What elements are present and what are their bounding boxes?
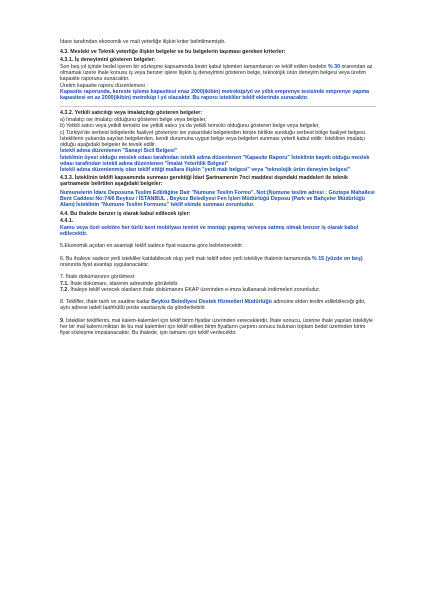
- documents-note: İsteklilerin yukarıda sayılan belgelerden, kendi durumuna uygun belge veya belgeleri sunması yeterli kabul edilir. İsteklinin imalatçı olduğu aşağıdaki belgeler ile tevsik edilir.: [60, 135, 366, 149]
- paragraph-8-text-start: 8. Teklifler, ihale tarih ve saatine kadar: [60, 299, 152, 306]
- section-4-3-2-heading: 4.3.2. Yetkili satıcılığı veya imalatçılığı gösteren belgeler:: [60, 109, 203, 116]
- section-4-3-heading: 4.3. Mesleki ve Teknik yeterliğe ilişkin belgeler ve bu belgelerin taşıması gereken kriterler:: [60, 49, 286, 56]
- paragraph-6-text-start: 6. Bu ihaleye sadece yerli istekliler katılabilecek olup yerli malı teklif eden yerli istekliye ihalenin tamamında: [60, 255, 313, 262]
- price-advantage-percentage: % 15 (yüzde on beş): [312, 255, 363, 262]
- item-c: c) Türkiye'de serbest bölgelerde faaliyet gösteriyor ise yukarıdaki belgelerden biriyle birlikte sunduğu serbest bölge faaliyet belgesi.: [60, 129, 367, 136]
- domestic-goods-document: İstekli adına düzenlenmiş olan teklif ettiği mallara ilişkin "yerli malı belgesi" veya "teknolojik ürün deneyim belgesi": [60, 167, 351, 174]
- paragraph-6-text-end: oranında fiyat avantajı uygulanacaktır.: [60, 261, 150, 268]
- industry-registry-document: İstekli adına düzenlenen "Sanayi Sicil Belgesi": [60, 148, 178, 155]
- paragraph-8: [60, 299, 376, 312]
- similar-work-text: Kamu veya özel sektöre her türlü kent mobilyası temini ve montajı yapmış ve/veya satmış olmak benzer iş olarak kabul edilecektir.: [60, 224, 359, 238]
- item-b: b) Yetkili satıcı veya yetkili temsilci ise yetkili satıcı ya da yetkili temsilci olduğunu gösteren belge veya belgeler,: [60, 123, 320, 130]
- section-4-3-3-heading: 4.3.3. İsteklinin teklifi kapsamında sunması gerektiği İdari Şartnamenin 7nci maddesi dışındaki maddeleri ile teknik şartnamede belirtilen aşağıdaki belgeler:: [60, 174, 348, 187]
- capacity-report-requirement: Kapasite raporunda, kereste işleme kapasitesi enaz 2000(ikibin) metreküp/yıl ve yıllık emprenye tesisinde emprenye yapma kapasitesi en az 2000(ikibin) metreküp / yıl olacaktır. Bu raporu istekliler teklif eklerinde sunacaktır.: [60, 89, 370, 102]
- experience-percentage: % 30: [327, 63, 341, 70]
- capacity-report-label: Üretim kapasite raporu düzenlemesi :: [60, 82, 148, 89]
- capacity-and-production-documents: İsteklinin üyesi olduğu meslek odası tarafından istekli adına düzenlenen "Kapasite Raporu" İsteklinin kayıtlı olduğu meslek odası tarafından istekli adına düzenlenen "İmalat Yeterlilik Belgesi": [60, 154, 370, 168]
- item-7-1-text: İhale dokümanı, idarenin adresinde görülebilir.: [68, 280, 179, 287]
- delivery-office-name: Beykoz Belediyesi Destek Hizmetleri Müdürlüğü: [151, 299, 272, 306]
- section-4-3-1-heading: 4.3.1. İş deneyimini gösteren belgeler:: [60, 56, 156, 63]
- intro-paragraph: İdare tarafından ekonomik ve mali yeterliğe ilişkin kriter belirtilmemiştir.: [60, 39, 226, 45]
- paragraph-9-text: İstekliler tekliflerini, mal kalem-kalemleri için teklif birim fiyatlar üzerinden vereceklerdir. İhale sonucu, üzerine ihale yapılan istekliyle her bir mal kalemi miktarı ile bu mal kalemleri için teklif edilen birim fiyatların çarpımı sonucu bulunan toplam bedel üzerinden birim fiyat sözleşme imzalanacaktır. Bu ihalede, işin tamamı için teklif verilecektir.: [60, 317, 373, 337]
- paragraph-7-2: [60, 287, 376, 293]
- experience-text-start: Son beş yıl içinde bedel içeren bir sözleşme kapsamında kesin kabul işlemleri tamamlanan ve teklif edilen bedelin: [60, 63, 328, 70]
- paragraph-7-intro: 7. İhale dokümanının görülmesi:: [60, 274, 136, 281]
- item-9-number: 9.: [60, 317, 65, 324]
- paragraph-5: 5.Ekonomik açıdan en avantajlı teklif sadece fiyat esasına göre belirlenecektir.: [60, 243, 244, 250]
- item-a: a) İmalatçı ise imalatçı olduğunu gösteren belge veya belgeler,: [60, 116, 207, 123]
- section-4-4-heading: 4.4. Bu ihalede benzer iş olarak kabul edilecek işler:: [60, 211, 191, 218]
- section-4-4-1-number: 4.4.1.: [60, 218, 74, 225]
- paragraph-6: [60, 256, 376, 269]
- sample-delivery-text: Numunelerin İdare Deposuna Teslim Edildiğine Dair "Numune Teslim Formu". Not:(Numune teslim adresi : Göztepe Mahallesi Bent Caddesi No:74/6 Beykoz / İSTANBUL , Beykoz Belediyesi Fen İşleri Müdürlüğü Deposu (Park ve Bahçeler Müdürlüğü Alanı) İsteklinin "Numune Teslim Formunu" teklif ekinde sunması zorunludur.: [60, 189, 375, 209]
- document-page: [60, 39, 376, 337]
- paragraph-9: [60, 318, 376, 337]
- experience-text-end: oranından az olmamak üzere ihale konusu iş veya benzer işlere ilişkin iş deneyimini gösteren belge, teknolojik ürün deneyim belgesi veya üretim kapasite raporunu sunacaktır.: [60, 63, 373, 83]
- item-7-1-number: 7.1.: [60, 280, 69, 287]
- paragraph-8-text-end: adresine elden teslim edilebileceği gibi, aynı adrese iadeli taahhütlü posta vasıtasıyla da gönderilebilir.: [60, 299, 366, 312]
- experience-paragraph: [60, 64, 376, 83]
- item-7-2-number: 7.2.: [60, 286, 69, 293]
- item-7-2-text: İhaleye teklif verecek olanların ihale dokümanını EKAP üzerinden e-imza kullanarak indirmeleri zorunludur.: [68, 286, 321, 293]
- section-divider: [60, 106, 376, 107]
